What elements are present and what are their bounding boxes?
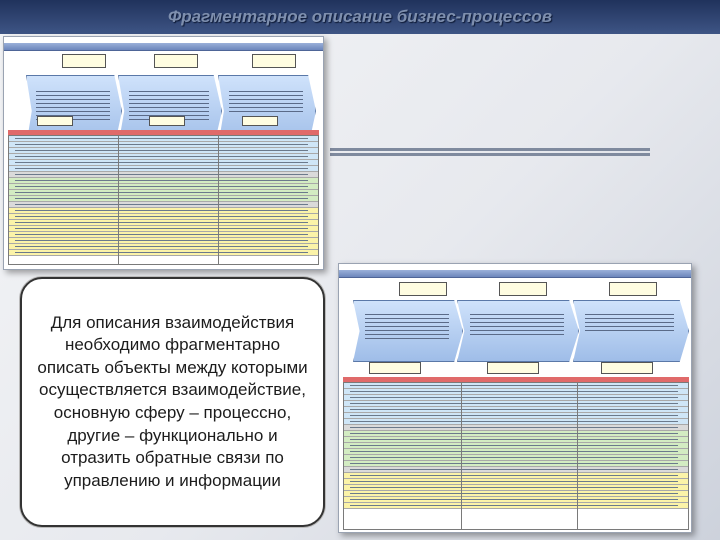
table-divider <box>461 382 462 530</box>
process-chevron <box>573 300 689 362</box>
decorative-stripes <box>330 148 650 160</box>
diagram-box <box>154 54 198 68</box>
process-diagram-thumbnail-2 <box>338 263 692 533</box>
description-card <box>20 277 325 527</box>
process-chevron <box>353 300 463 362</box>
process-table <box>8 135 319 265</box>
diagram-box <box>149 116 185 126</box>
diagram-header-bar <box>4 43 323 51</box>
diagram-box <box>369 362 421 374</box>
diagram-box <box>37 116 73 126</box>
table-divider <box>218 135 219 265</box>
description-text: Для описания взаимодействия необходимо фрагментарно описать объекты между которыми осуществляется взаимодействие, основную сферу – процессно, другие – функционально и отразить обратные связи по управлению и информации <box>37 312 308 490</box>
diagram-box <box>242 116 278 126</box>
diagram-header-bar <box>339 270 691 278</box>
slide-title: Фрагментарное описание бизнес-процессов <box>167 7 553 26</box>
diagram-box <box>487 362 539 374</box>
diagram-box <box>62 54 106 68</box>
slide-title-bar <box>0 0 720 34</box>
process-diagram-thumbnail-1 <box>3 36 324 270</box>
table-divider <box>118 135 119 265</box>
diagram-box <box>252 54 296 68</box>
table-divider <box>577 382 578 530</box>
diagram-box <box>499 282 547 296</box>
diagram-box <box>601 362 653 374</box>
process-chevron <box>457 300 579 362</box>
diagram-box <box>609 282 657 296</box>
diagram-box <box>399 282 447 296</box>
process-table <box>343 382 689 530</box>
